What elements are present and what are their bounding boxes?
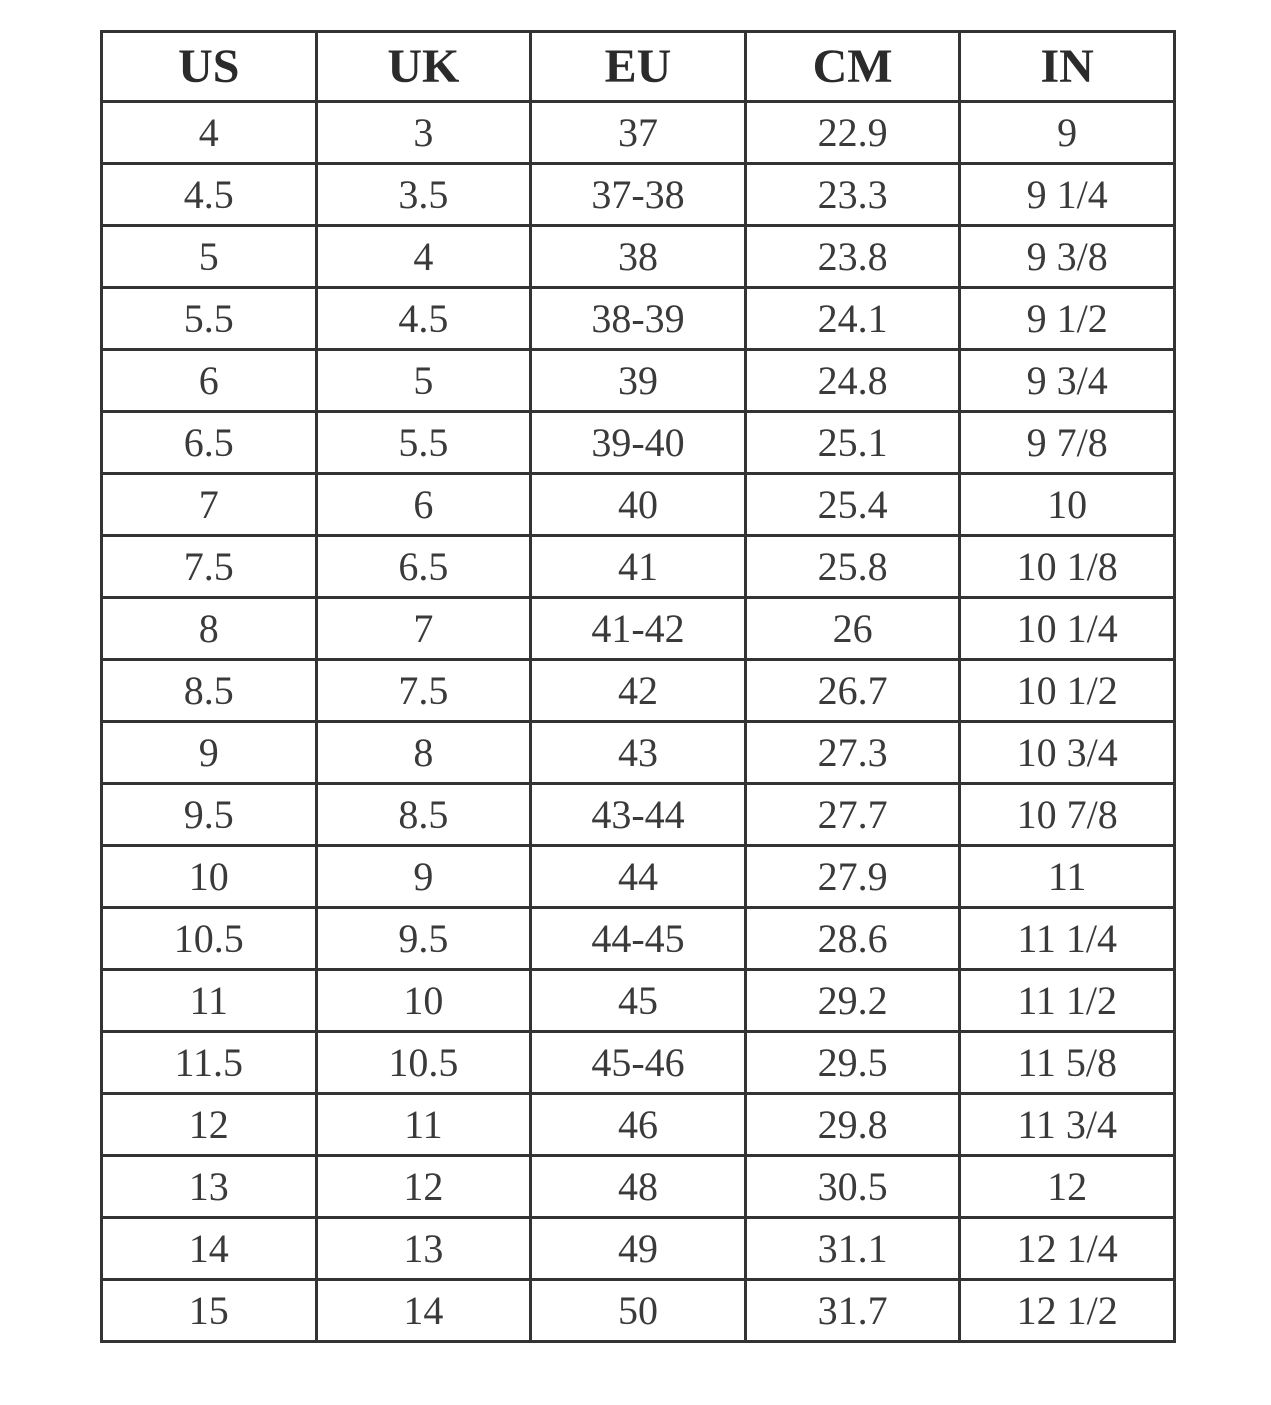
table-cell-in: 9 3/4 <box>960 350 1175 412</box>
table-cell-cm: 27.9 <box>745 846 960 908</box>
size-chart-table <box>100 30 1176 1343</box>
table-row <box>102 784 1175 846</box>
table-cell-in: 11 1/4 <box>960 908 1175 970</box>
table-cell-in: 10 1/8 <box>960 536 1175 598</box>
table-cell-uk: 8 <box>316 722 531 784</box>
table-row <box>102 908 1175 970</box>
table-cell-uk: 9.5 <box>316 908 531 970</box>
table-cell-uk: 6 <box>316 474 531 536</box>
table-row <box>102 1218 1175 1280</box>
table-cell-cm: 24.1 <box>745 288 960 350</box>
table-cell-cm: 23.8 <box>745 226 960 288</box>
table-cell-us: 14 <box>102 1218 317 1280</box>
column-header-uk: UK <box>316 32 531 102</box>
table-cell-in: 10 3/4 <box>960 722 1175 784</box>
table-cell-uk: 7 <box>316 598 531 660</box>
table-row <box>102 288 1175 350</box>
table-cell-us: 10 <box>102 846 317 908</box>
table-cell-uk: 3.5 <box>316 164 531 226</box>
table-row <box>102 660 1175 722</box>
table-row <box>102 1094 1175 1156</box>
table-cell-cm: 30.5 <box>745 1156 960 1218</box>
table-row <box>102 474 1175 536</box>
table-cell-in: 10 7/8 <box>960 784 1175 846</box>
table-cell-eu: 39-40 <box>531 412 746 474</box>
table-cell-cm: 31.1 <box>745 1218 960 1280</box>
table-cell-us: 15 <box>102 1280 317 1342</box>
table-cell-in: 9 1/2 <box>960 288 1175 350</box>
table-cell-uk: 11 <box>316 1094 531 1156</box>
table-cell-us: 11 <box>102 970 317 1032</box>
table-cell-cm: 27.3 <box>745 722 960 784</box>
table-cell-in: 9 7/8 <box>960 412 1175 474</box>
table-cell-uk: 7.5 <box>316 660 531 722</box>
table-cell-uk: 5 <box>316 350 531 412</box>
table-cell-cm: 24.8 <box>745 350 960 412</box>
table-row <box>102 846 1175 908</box>
table-cell-in: 12 1/4 <box>960 1218 1175 1280</box>
column-header-in: IN <box>960 32 1175 102</box>
table-cell-eu: 39 <box>531 350 746 412</box>
table-cell-uk: 10 <box>316 970 531 1032</box>
table-cell-eu: 42 <box>531 660 746 722</box>
table-cell-us: 4.5 <box>102 164 317 226</box>
table-row <box>102 350 1175 412</box>
table-cell-us: 5 <box>102 226 317 288</box>
table-row <box>102 970 1175 1032</box>
table-cell-in: 11 5/8 <box>960 1032 1175 1094</box>
table-cell-uk: 12 <box>316 1156 531 1218</box>
table-cell-us: 8 <box>102 598 317 660</box>
table-cell-eu: 45 <box>531 970 746 1032</box>
table-cell-in: 9 1/4 <box>960 164 1175 226</box>
table-cell-uk: 8.5 <box>316 784 531 846</box>
table-cell-eu: 37-38 <box>531 164 746 226</box>
table-row <box>102 164 1175 226</box>
table-cell-in: 11 3/4 <box>960 1094 1175 1156</box>
table-cell-us: 5.5 <box>102 288 317 350</box>
table-cell-eu: 49 <box>531 1218 746 1280</box>
table-cell-us: 6 <box>102 350 317 412</box>
table-row <box>102 226 1175 288</box>
table-row <box>102 722 1175 784</box>
table-cell-eu: 40 <box>531 474 746 536</box>
header-row <box>102 32 1175 102</box>
table-cell-uk: 4.5 <box>316 288 531 350</box>
table-cell-eu: 50 <box>531 1280 746 1342</box>
table-cell-cm: 25.1 <box>745 412 960 474</box>
table-cell-us: 12 <box>102 1094 317 1156</box>
table-row <box>102 1032 1175 1094</box>
table-cell-eu: 43 <box>531 722 746 784</box>
table-cell-cm: 26.7 <box>745 660 960 722</box>
table-cell-cm: 29.2 <box>745 970 960 1032</box>
table-cell-cm: 23.3 <box>745 164 960 226</box>
table-cell-cm: 22.9 <box>745 102 960 164</box>
table-cell-us: 4 <box>102 102 317 164</box>
table-cell-cm: 29.8 <box>745 1094 960 1156</box>
table-cell-eu: 44 <box>531 846 746 908</box>
table-cell-in: 10 <box>960 474 1175 536</box>
table-row <box>102 598 1175 660</box>
table-row <box>102 536 1175 598</box>
table-cell-uk: 9 <box>316 846 531 908</box>
table-cell-us: 8.5 <box>102 660 317 722</box>
table-cell-in: 12 <box>960 1156 1175 1218</box>
table-cell-cm: 28.6 <box>745 908 960 970</box>
table-cell-eu: 38 <box>531 226 746 288</box>
column-header-eu: EU <box>531 32 746 102</box>
table-cell-in: 9 3/8 <box>960 226 1175 288</box>
table-cell-in: 10 1/4 <box>960 598 1175 660</box>
table-cell-uk: 3 <box>316 102 531 164</box>
table-cell-uk: 4 <box>316 226 531 288</box>
table-header <box>102 32 1175 102</box>
table-cell-uk: 10.5 <box>316 1032 531 1094</box>
table-row <box>102 412 1175 474</box>
column-header-us: US <box>102 32 317 102</box>
table-cell-us: 10.5 <box>102 908 317 970</box>
table-cell-us: 6.5 <box>102 412 317 474</box>
column-header-cm: CM <box>745 32 960 102</box>
table-cell-in: 11 1/2 <box>960 970 1175 1032</box>
table-cell-cm: 29.5 <box>745 1032 960 1094</box>
table-cell-uk: 13 <box>316 1218 531 1280</box>
table-cell-cm: 31.7 <box>745 1280 960 1342</box>
table-cell-eu: 46 <box>531 1094 746 1156</box>
table-cell-us: 13 <box>102 1156 317 1218</box>
table-cell-us: 9 <box>102 722 317 784</box>
table-cell-in: 11 <box>960 846 1175 908</box>
table-cell-eu: 38-39 <box>531 288 746 350</box>
table-cell-eu: 37 <box>531 102 746 164</box>
table-cell-eu: 48 <box>531 1156 746 1218</box>
table-cell-eu: 45-46 <box>531 1032 746 1094</box>
table-cell-eu: 41-42 <box>531 598 746 660</box>
table-cell-cm: 27.7 <box>745 784 960 846</box>
table-cell-in: 12 1/2 <box>960 1280 1175 1342</box>
table-cell-cm: 25.4 <box>745 474 960 536</box>
table-cell-uk: 14 <box>316 1280 531 1342</box>
table-cell-us: 9.5 <box>102 784 317 846</box>
table-cell-cm: 25.8 <box>745 536 960 598</box>
table-row <box>102 1280 1175 1342</box>
table-cell-eu: 44-45 <box>531 908 746 970</box>
table-cell-eu: 43-44 <box>531 784 746 846</box>
table-cell-uk: 6.5 <box>316 536 531 598</box>
table-row <box>102 102 1175 164</box>
table-cell-in: 10 1/2 <box>960 660 1175 722</box>
table-cell-eu: 41 <box>531 536 746 598</box>
table-cell-cm: 26 <box>745 598 960 660</box>
table-cell-in: 9 <box>960 102 1175 164</box>
table-body <box>102 102 1175 1342</box>
table-cell-us: 11.5 <box>102 1032 317 1094</box>
table-cell-us: 7.5 <box>102 536 317 598</box>
table-cell-us: 7 <box>102 474 317 536</box>
table-row <box>102 1156 1175 1218</box>
table-cell-uk: 5.5 <box>316 412 531 474</box>
